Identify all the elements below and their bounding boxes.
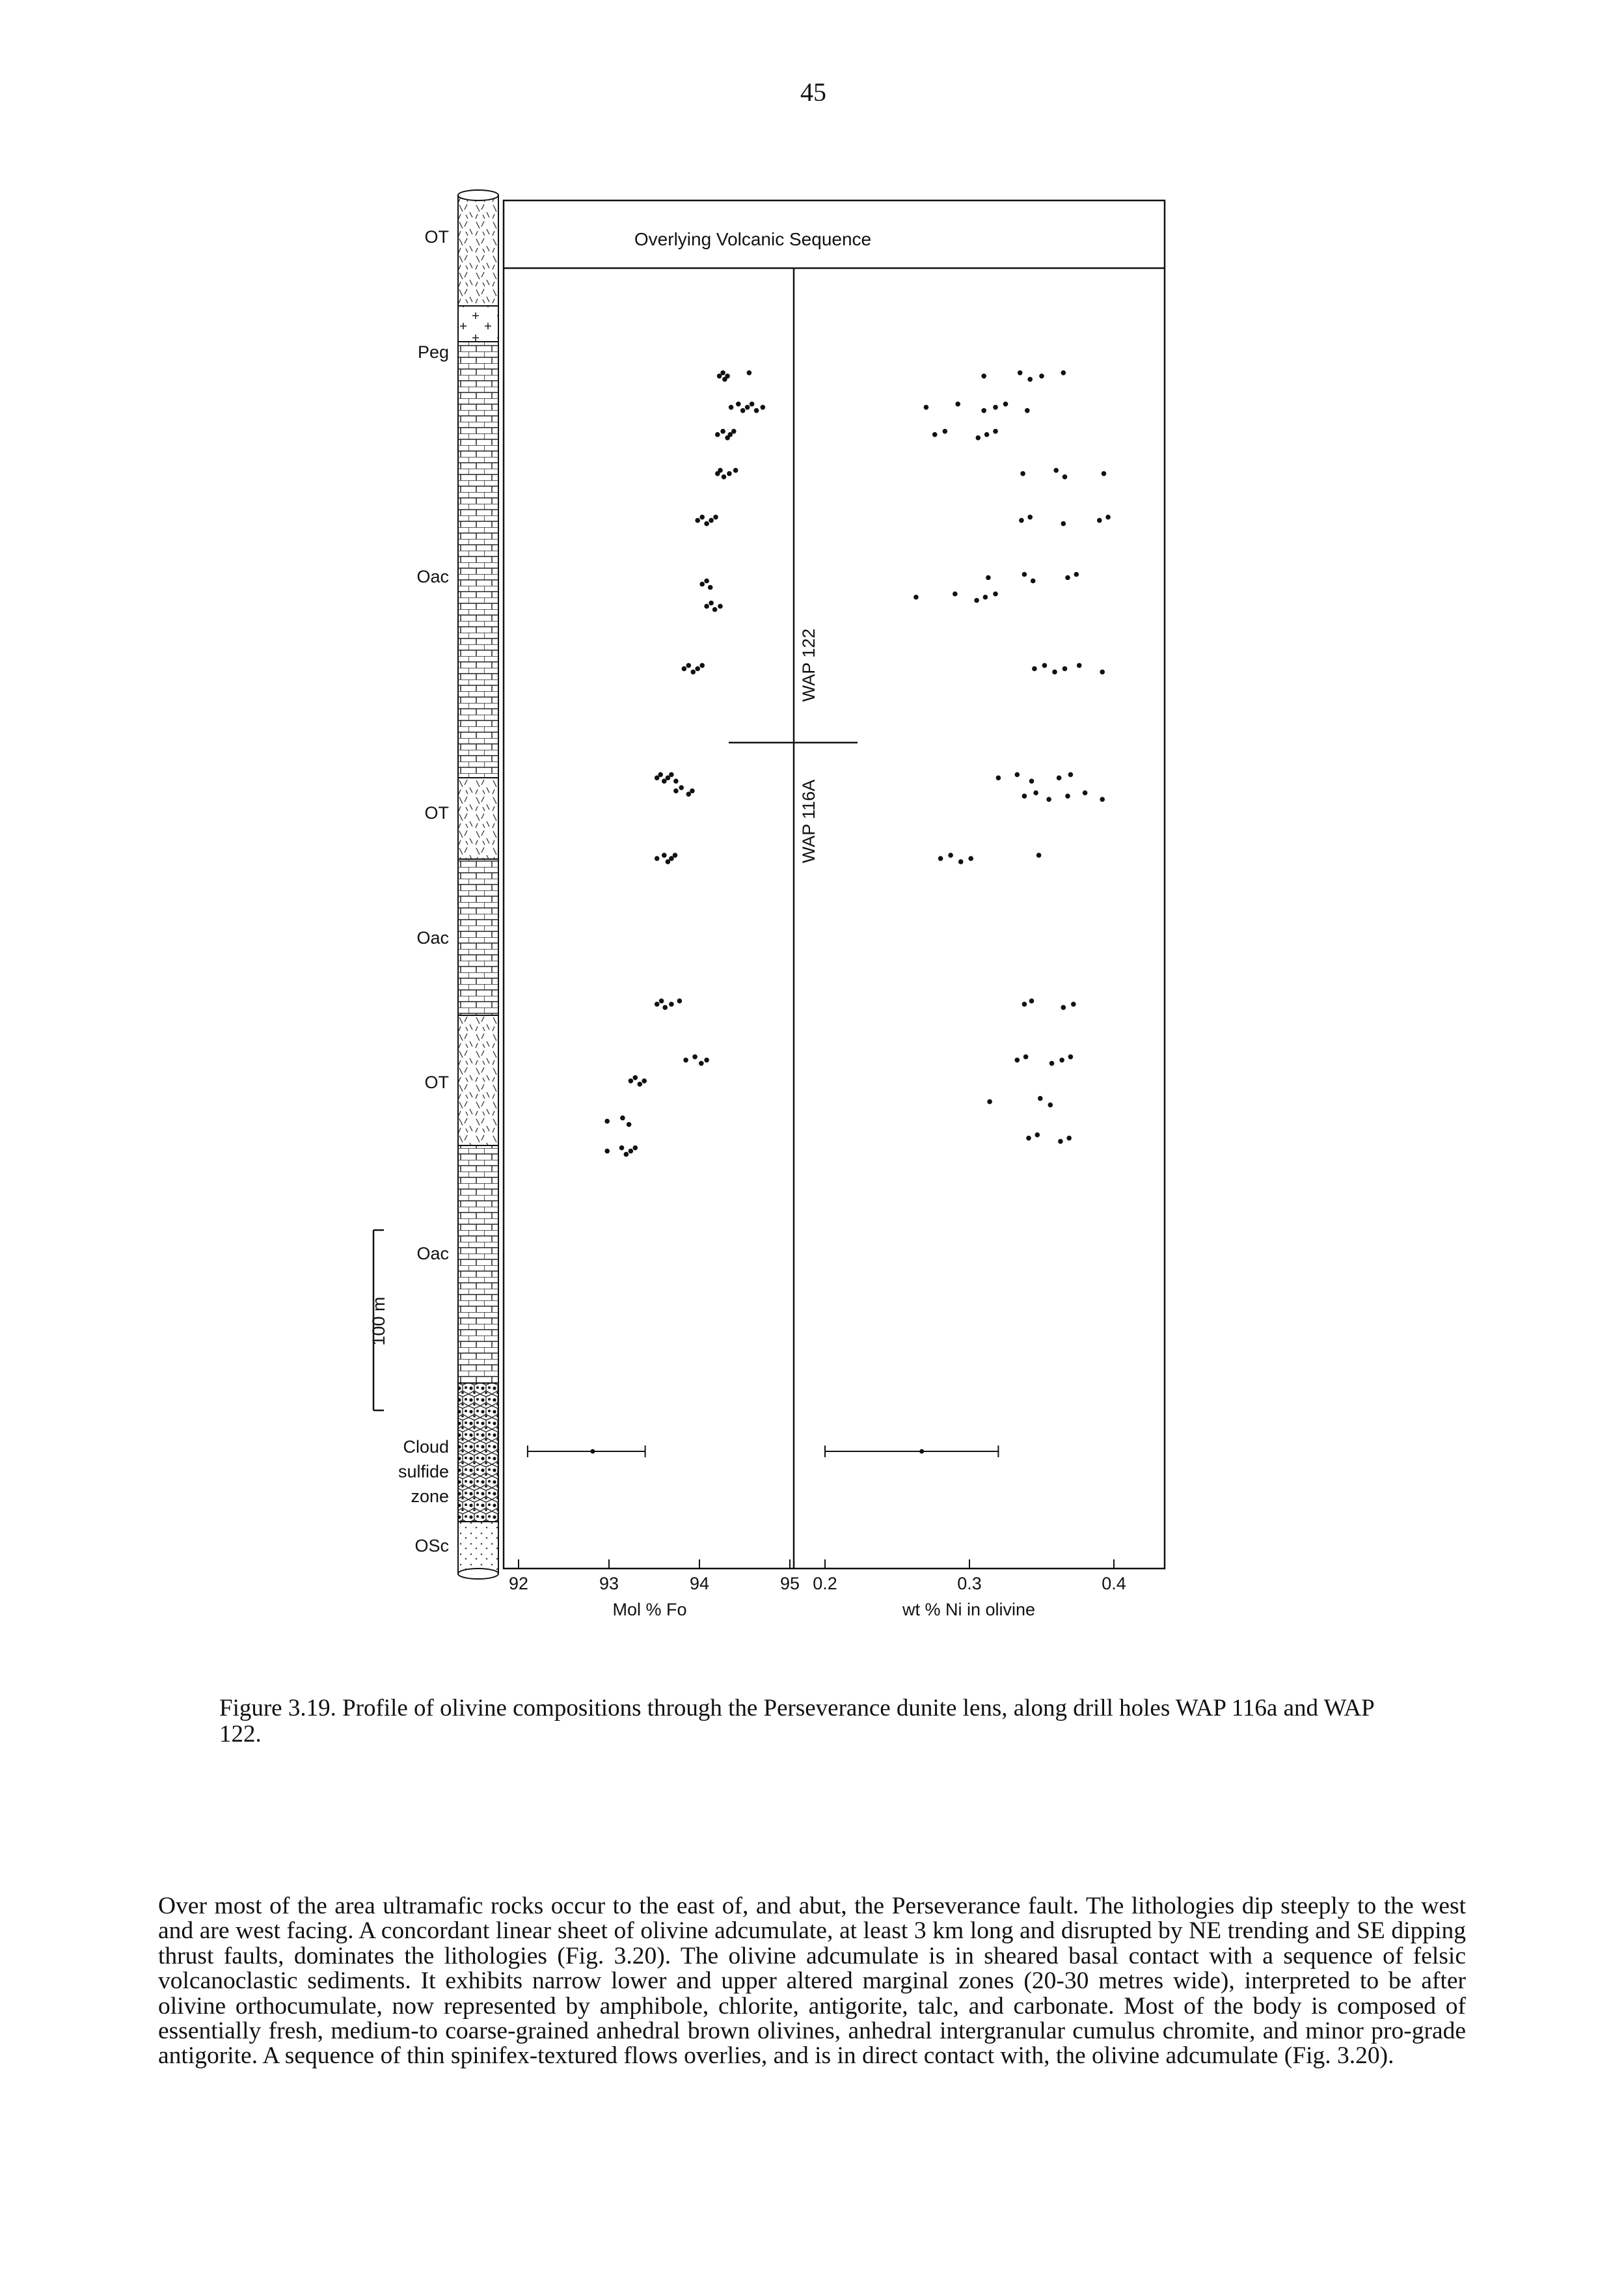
data-point xyxy=(958,859,964,864)
data-point xyxy=(729,405,734,410)
data-point xyxy=(658,772,663,777)
data-point xyxy=(686,663,692,668)
data-point xyxy=(1019,518,1024,523)
data-point xyxy=(679,785,684,790)
data-point xyxy=(1015,1058,1020,1063)
data-point xyxy=(1022,793,1027,799)
data-point xyxy=(725,374,730,379)
unit-label: sulfide xyxy=(398,1462,449,1481)
data-point xyxy=(682,666,687,672)
data-point xyxy=(1029,998,1035,1004)
data-point xyxy=(932,432,938,437)
data-point xyxy=(914,595,919,600)
data-point xyxy=(731,429,737,434)
tick-label: 0.4 xyxy=(1102,1574,1126,1593)
unit-labels xyxy=(398,227,449,1556)
data-point xyxy=(699,663,705,668)
data-point xyxy=(604,1149,610,1154)
data-point xyxy=(984,432,990,437)
data-point xyxy=(733,468,738,473)
ni-axis-label: wt % Ni in olivine xyxy=(902,1600,1036,1619)
data-point xyxy=(1027,515,1033,520)
data-point xyxy=(704,1058,709,1063)
data-point xyxy=(1018,370,1023,376)
data-point xyxy=(718,468,723,473)
data-point xyxy=(1026,1136,1031,1141)
data-point xyxy=(1061,521,1066,527)
column-unit-osc xyxy=(458,1522,498,1574)
data-point xyxy=(1025,408,1030,413)
data-point xyxy=(1020,471,1025,476)
data-point xyxy=(1015,772,1020,777)
column-unit-oac xyxy=(458,859,498,1015)
overlying-sequence-label: Overlying Volcanic Sequence xyxy=(634,229,872,249)
data-point xyxy=(1057,775,1062,780)
tick-label: 94 xyxy=(689,1574,710,1593)
data-point xyxy=(699,582,705,587)
data-point xyxy=(1035,1132,1040,1138)
data-point xyxy=(981,408,986,413)
data-point xyxy=(708,585,713,590)
data-point xyxy=(1102,471,1107,476)
data-point xyxy=(620,1116,625,1121)
data-point xyxy=(993,405,998,410)
data-point xyxy=(655,1002,660,1007)
data-point xyxy=(695,666,700,672)
data-point xyxy=(1048,1103,1053,1108)
data-point xyxy=(1065,793,1070,799)
data-point xyxy=(1071,1002,1076,1007)
column-unit-oac xyxy=(458,1145,498,1383)
unit-label: Cloud xyxy=(403,1437,449,1457)
data-point xyxy=(1049,1061,1055,1066)
error-bar-center xyxy=(919,1449,924,1454)
data-point xyxy=(754,408,759,413)
data-point xyxy=(727,471,732,476)
data-point xyxy=(1033,790,1038,795)
data-point xyxy=(1053,468,1059,473)
data-point xyxy=(709,518,714,523)
column-bottom-cap xyxy=(458,1569,498,1579)
unit-label: OSc xyxy=(414,1536,449,1556)
data-point xyxy=(1039,374,1044,379)
data-point xyxy=(1003,402,1008,407)
column-unit-ot xyxy=(458,1015,498,1145)
data-point xyxy=(1029,778,1035,784)
unit-label: Oac xyxy=(416,928,449,948)
data-point xyxy=(720,429,725,434)
data-point xyxy=(704,579,709,584)
unit-label: zone xyxy=(411,1487,449,1506)
data-point xyxy=(642,1078,647,1084)
data-point xyxy=(662,853,667,858)
data-point xyxy=(740,408,746,413)
data-point xyxy=(1065,575,1070,581)
data-point xyxy=(987,1099,992,1104)
data-point xyxy=(659,998,664,1004)
page-number: 45 xyxy=(800,77,826,107)
column-unit-oac xyxy=(458,342,498,778)
data-point xyxy=(669,772,674,777)
data-point xyxy=(1062,474,1068,480)
column-unit-ot xyxy=(458,778,498,859)
data-point xyxy=(1042,663,1048,668)
data-point xyxy=(1022,572,1027,577)
chart-frame xyxy=(504,200,1165,1569)
data-point xyxy=(699,515,705,520)
data-point xyxy=(673,778,679,784)
data-point xyxy=(968,856,973,861)
unit-label: OT xyxy=(424,1073,449,1092)
data-point xyxy=(1032,666,1037,672)
data-point xyxy=(943,429,948,434)
data-point xyxy=(750,402,755,407)
data-points-layer xyxy=(528,370,1111,1457)
tick-label: 93 xyxy=(599,1574,619,1593)
column-top-cap xyxy=(458,190,498,200)
tick-label: 95 xyxy=(779,1574,800,1593)
data-point xyxy=(1061,1005,1066,1010)
data-point xyxy=(673,788,679,793)
data-point xyxy=(690,788,695,793)
data-point xyxy=(745,405,750,410)
data-point xyxy=(1097,518,1102,523)
data-point xyxy=(712,607,718,612)
data-point xyxy=(953,592,958,597)
fo-axis-label: Mol % Fo xyxy=(612,1600,687,1619)
stratigraphic-column xyxy=(458,190,498,1579)
data-point xyxy=(1059,1058,1064,1063)
data-point xyxy=(955,402,960,407)
unit-label: Oac xyxy=(416,567,449,586)
data-point xyxy=(629,1078,634,1084)
data-point xyxy=(1083,790,1088,795)
data-point xyxy=(1027,377,1033,382)
data-point xyxy=(692,1054,697,1060)
data-point xyxy=(662,1005,668,1010)
data-point xyxy=(624,1152,629,1157)
tick-label: 92 xyxy=(508,1574,529,1593)
data-point xyxy=(619,1145,625,1151)
data-point xyxy=(704,521,709,527)
data-point xyxy=(1046,797,1051,802)
data-point xyxy=(715,432,720,437)
unit-label: OT xyxy=(424,227,449,247)
unit-label: Oac xyxy=(416,1244,449,1263)
data-point xyxy=(986,575,991,581)
data-point xyxy=(669,1002,674,1007)
data-point xyxy=(709,601,714,606)
data-point xyxy=(691,670,696,675)
unit-label: Peg xyxy=(417,342,449,362)
data-point xyxy=(1100,670,1105,675)
data-point xyxy=(1036,853,1042,858)
data-point xyxy=(604,1119,610,1124)
data-point xyxy=(1023,1054,1029,1060)
data-point xyxy=(974,598,979,603)
data-point xyxy=(704,604,709,609)
data-point xyxy=(713,515,718,520)
data-point xyxy=(948,853,953,858)
data-point xyxy=(983,595,988,600)
data-point xyxy=(1100,797,1105,802)
data-point xyxy=(993,429,998,434)
data-point xyxy=(1038,1096,1043,1101)
data-point xyxy=(1068,1054,1074,1060)
data-point xyxy=(1074,572,1079,577)
data-point xyxy=(673,853,678,858)
scale-bar xyxy=(369,1230,388,1410)
data-point xyxy=(996,775,1001,780)
body-paragraph: Over most of the area ultramafic rocks occur to the east of, and abut, the Perseverance fault. The lithologies dip steeply to the west and are west facing. A concordant linear sheet of olivine adcumulate, at least 3 km long and disrupted by NE trending and SE dipping thrust faults, dominates the lithologies (Fig. 3.20). The olivine adcumulate is in sheared basal contact with a sequence of felsic volcanoclastic sediments. It exhibits narrow lower and upper altered marginal zones (20-30 metres wide), interpreted to be after olivine orthocumulate, now represented by amphibole, chlorite, antigorite, talc, and carbonate. Most of the body is composed of essentially fresh, medium-to coarse-grained anhedral brown olivines, anhedral intergranular cumulus chromite, and minor pro-grade antigorite. A sequence of thin spinifex-textured flows overlies, and is in direct contact with, the olivine adcumulate (Fig. 3.20). xyxy=(158,1893,1466,2070)
wap116a-label: WAP 116A xyxy=(799,779,819,864)
column-unit-sulfide xyxy=(458,1383,498,1522)
error-bar-center xyxy=(590,1449,595,1454)
data-point xyxy=(736,402,741,407)
data-point xyxy=(761,405,766,410)
column-unit-peg xyxy=(458,306,498,342)
data-point xyxy=(633,1075,638,1080)
wap122-label: WAP 122 xyxy=(799,628,819,702)
data-point xyxy=(1052,670,1057,675)
scale-bar-label: 100 m xyxy=(369,1296,388,1346)
data-point xyxy=(993,592,998,597)
data-point xyxy=(981,374,986,379)
data-point xyxy=(722,474,727,480)
data-point xyxy=(1031,579,1036,584)
data-point xyxy=(633,1145,638,1151)
data-point xyxy=(720,370,725,376)
data-point xyxy=(627,1122,632,1127)
data-point xyxy=(638,1082,643,1087)
data-point xyxy=(924,405,929,410)
data-point xyxy=(629,1149,634,1154)
data-point xyxy=(1068,772,1074,777)
data-point xyxy=(747,370,752,376)
data-point xyxy=(1077,663,1082,668)
column-unit-ot xyxy=(458,195,498,306)
data-point xyxy=(1022,1002,1027,1007)
tick-label: 0.2 xyxy=(813,1574,837,1593)
tick-label: 0.3 xyxy=(957,1574,982,1593)
data-point xyxy=(1105,515,1111,520)
unit-label: OT xyxy=(424,803,449,823)
data-point xyxy=(677,998,683,1004)
figure-caption: Figure 3.19. Profile of olivine compositions through the Perseverance dunite lens, along drill holes WAP 116a and WAP 122. xyxy=(219,1695,1374,1748)
data-point xyxy=(938,856,943,861)
data-point xyxy=(699,1061,704,1066)
data-point xyxy=(1062,666,1068,672)
data-point xyxy=(695,518,700,523)
data-point xyxy=(683,1058,688,1063)
data-point xyxy=(1061,370,1066,376)
data-point xyxy=(718,604,723,609)
data-point xyxy=(1066,1136,1072,1141)
data-point xyxy=(1058,1139,1063,1144)
data-point xyxy=(655,856,660,861)
data-point xyxy=(976,435,981,441)
